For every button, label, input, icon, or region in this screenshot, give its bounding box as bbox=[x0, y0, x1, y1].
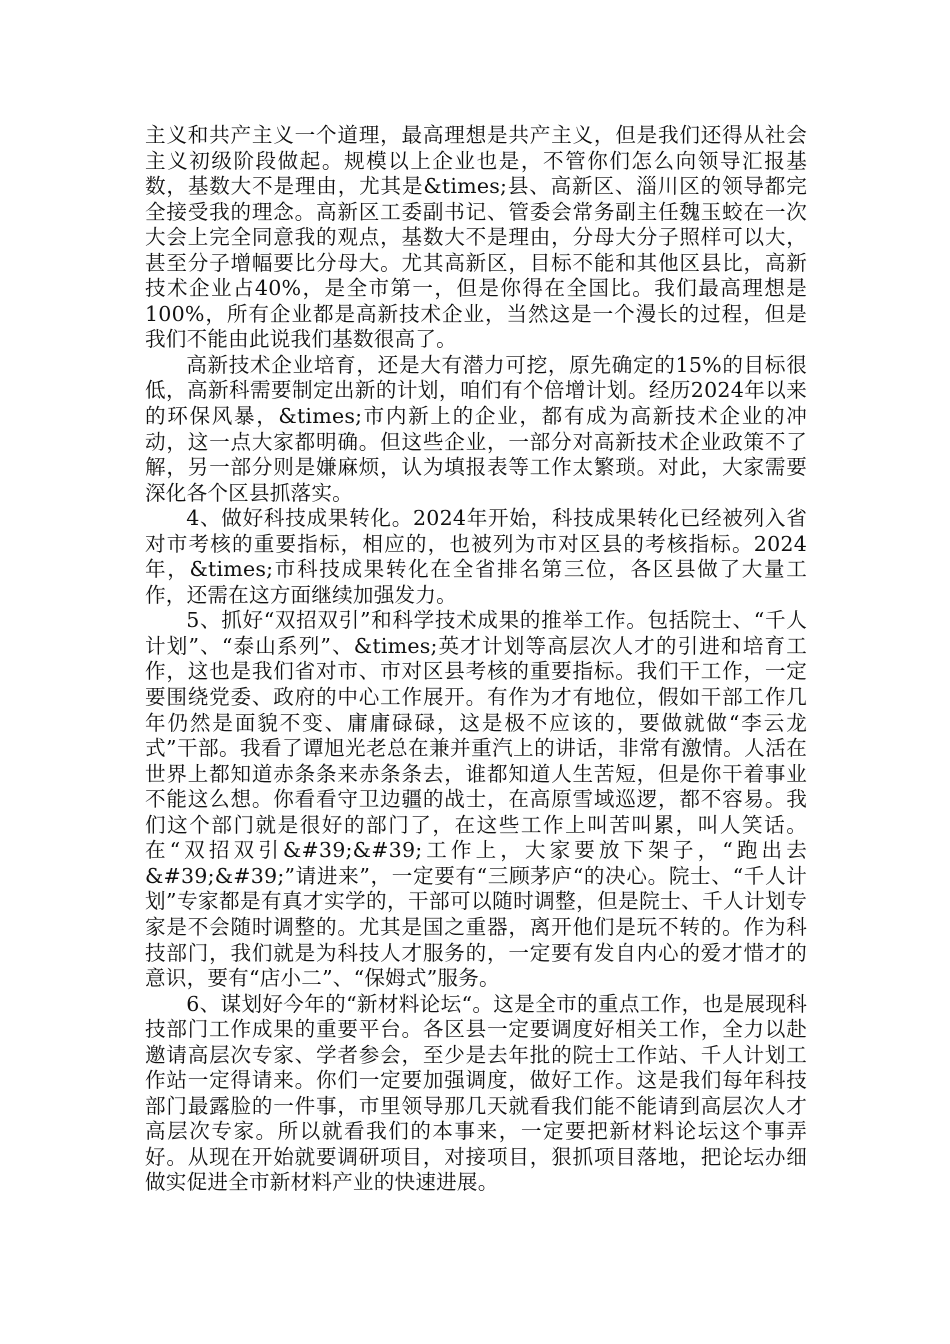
paragraph-2: 高新技术企业培育，还是大有潜力可挖，原先确定的15%的目标很低，高新科需要制定出新的计划，咱们有个倍增计划。经历2024年以来的环保风暴，&times;市内新上的企业，都有成为高新技术企业的冲动，这一点大家都明确。但这些企业，一部分对高新技术企业政策不了解，另一部分则是嫌麻烦，认为填报表等工作太繁琐。对此，大家需要深化各个区县抓落实。 bbox=[145, 352, 807, 505]
document-body bbox=[145, 123, 807, 1196]
paragraph-3: 4、做好科技成果转化。2024年开始，科技成果转化已经被列入省对市考核的重要指标，相应的，也被列为市对区县的考核指标。2024年，&times;市科技成果转化在全省排名第三位，各区县做了大量工作，还需在这方面继续加强发力。 bbox=[145, 506, 807, 607]
paragraph-5: 6、谋划好今年的“新材料论坛“。这是全市的重点工作，也是展现科技部门工作成果的重要平台。各区县一定要调度好相关工作，全力以赴邀请高层次专家、学者参会，至少是去年批的院士工作站、千人计划工作站一定得请来。你们一定要加强调度，做好工作。这是我们每年科技部门最露脸的一件事，市里领导那几天就看我们能不能请到高层次人才高层次专家。所以就看我们的本事来，一定要把新材料论坛这个事弄好。从现在开始就要调研项目，对接项目，狠抓项目落地，把论坛办细做实促进全市新材料产业的快速进展。 bbox=[145, 991, 807, 1195]
paragraph-4: 5、抓好“双招双引”和科学技术成果的推举工作。包括院士、“千人计划”、“泰山系列”、&times;英才计划等高层次人才的引进和培育工作，这也是我们省对市、市对区县考核的重要指标。我们干工作，一定要围绕党委、政府的中心工作展开。有作为才有地位，假如干部工作几年仍然是面貌不变、庸庸碌碌，这是极不应该的，要做就做“李云龙式”干部。我看了谭旭光老总在兼并重汽上的讲话，非常有激情。人活在世界上都知道赤条条来赤条条去，谁都知道人生苦短，但是你干着事业不能这么想。你看看守卫边疆的战士，在高原雪域巡逻，都不容易。我们这个部门就是很好的部门了，在这些工作上叫苦叫累，叫人笑话。在“双招双引&#39;&#39;工作上，大家要放下架子，“跑出去&#39;&#39;”请进来”，一定要有“三顾茅庐“的决心。院士、“千人计划”专家都是有真才实学的，干部可以随时调整，但是院士、千人计划专家是不会随时调整的。尤其是国之重器，离开他们是玩不转的。作为科技部门，我们就是为科技人才服务的，一定要有发自内心的爱才惜才的意识，要有“店小二”、“保姆式”服务。 bbox=[145, 608, 807, 991]
paragraph-1: 主义和共产主义一个道理，最高理想是共产主义，但是我们还得从社会主义初级阶段做起。规模以上企业也是，不管你们怎么向领导汇报基数，基数大不是理由，尤其是&times;县、高新区、淄川区的领导都完全接受我的理念。高新区工委副书记、管委会常务副主任魏玉蛟在一次大会上完全同意我的观点，基数大不是理由，分母大分子照样可以大，甚至分子增幅要比分母大。尤其高新区，目标不能和其他区县比，高新技术企业占40%，是全市第一，但是你得在全国比。我们最高理想是100%，所有企业都是高新技术企业，当然这是一个漫长的过程，但是我们不能由此说我们基数很高了。 bbox=[145, 123, 807, 352]
